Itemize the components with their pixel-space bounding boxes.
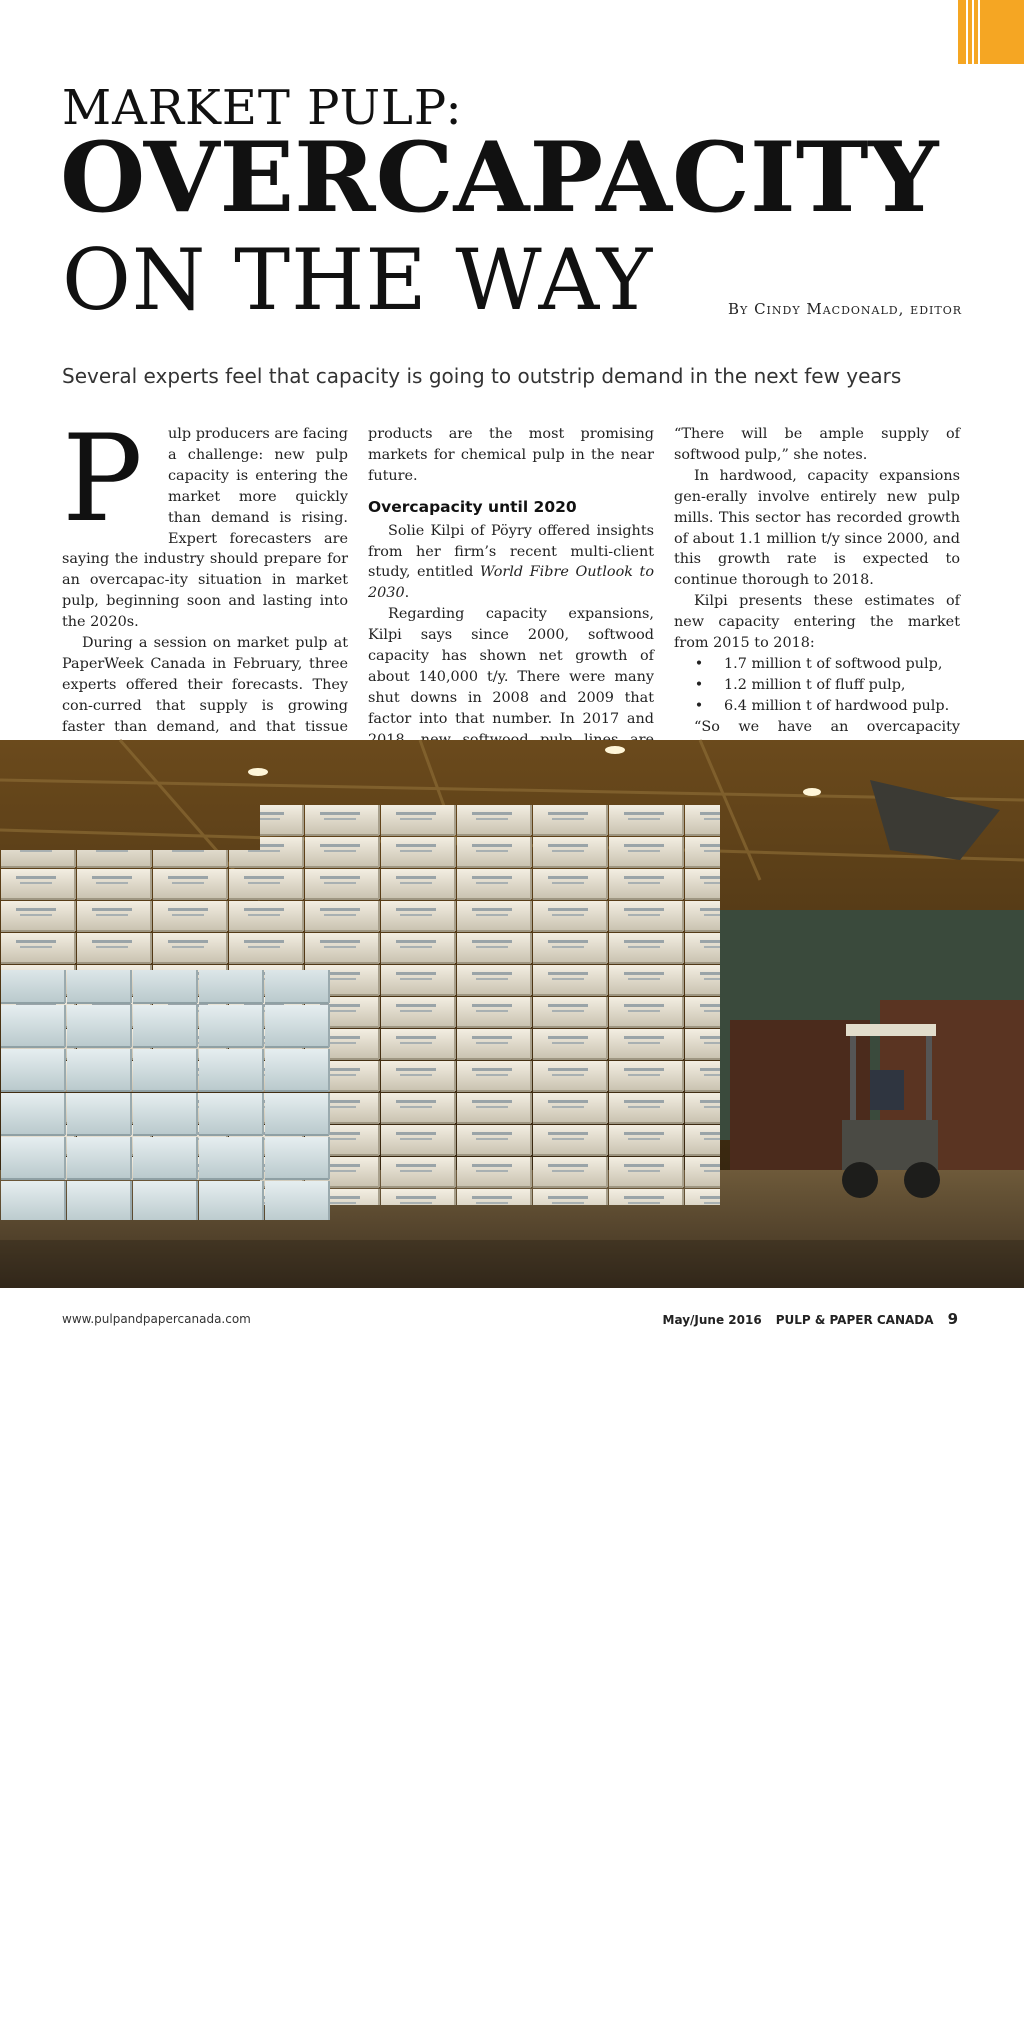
article-column-1 (62, 410, 348, 759)
byline: By Cindy Macdonald, editor (728, 300, 962, 318)
paragraph: Regarding capacity expansions, Kilpi says since 2000, softwood capacity has shown net growth of about 140,000 t/y. There were many shut downs in 2008 and 2009 that factor into that number. In 2017 and (368, 606, 654, 727)
photo-credit: Photo courtesy Canfor Pulp. (62, 2007, 269, 2022)
paragraph: products are the most promising markets for chemical pulp in the near future. (368, 426, 654, 484)
deck: Several experts feel that capacity is going to outstrip demand in the next few years (62, 364, 902, 388)
section-heading: Overcapacity until 2020 (368, 497, 577, 516)
warehouse-illustration (0, 740, 1024, 1288)
paragraph: In hardwood, capacity expansions gen-erally involve entirely new pulp mills. This sector has recorded growth of about 1.1 million t/y since 2000, and this growth rate is expected to continue thorough to 2018. (674, 467, 960, 589)
article-column-2 (368, 424, 654, 772)
paragraph: During a session on market pulp at PaperWeek Canada in February, three experts offered their forecasts. They con-curred that supply is growing faster than demand, and that tissue (62, 635, 348, 735)
bullet-icon: • (694, 697, 704, 714)
paragraph: Kilpi presents these estimates of new capacity entering the market from 2015 to 2018: (674, 593, 960, 652)
corner-accent-tab (958, 0, 1024, 64)
paragraph: “There will be ample supply of softwood pulp,” she notes. (674, 426, 960, 463)
bullet-icon: • (694, 655, 704, 672)
magazine-name: PULP & PAPER CANADA (775, 1313, 934, 1327)
caption-text: New softwood pulp capacity in Sweden and Russia will affect the global market and could trigger restructuring, according to Kilpi. (62, 1989, 1022, 2004)
footer-info (663, 1310, 958, 1328)
headline: OVERCAPACITY (60, 121, 939, 234)
kicker-title: MARKET PULP: (62, 80, 463, 136)
footer-url: www.pulpandpapercanada.com (62, 1312, 251, 1326)
study-title: World Fibre Outlook to 2030 (368, 564, 654, 602)
drop-cap: P (62, 410, 143, 549)
list-item: • 1.2 million t of fluff pulp, (674, 675, 960, 696)
bullet-icon: • (694, 676, 704, 693)
paragraph: “So we have an overcapacity (694, 718, 960, 735)
list-item: • 1.7 million t of softwood pulp, (674, 654, 960, 675)
issue-date: May/June 2016 (662, 1313, 762, 1327)
headline-subline: ON THE WAY (62, 231, 654, 329)
paragraph: Solie Kilpi of Pöyry offered insights from her firm’s recent multi-client study, entitled World Fibre Outlook to 2030. (368, 522, 654, 602)
photo-caption (62, 1988, 1022, 2024)
list-item: • 6.4 million t of hardwood pulp. (674, 696, 960, 717)
capacity-bullet-list (674, 654, 960, 717)
paragraph: ulp producers are facing a challenge: new pulp capacity is entering the market more quickly than demand is rising. Expert forecasters are saying the industry should prepare for an overcapac-ity situation in market pulp, beginning soon and lasting into the 2020s. (62, 426, 348, 631)
article-column-3 (674, 424, 960, 759)
page-number: 9 (947, 1310, 958, 1328)
